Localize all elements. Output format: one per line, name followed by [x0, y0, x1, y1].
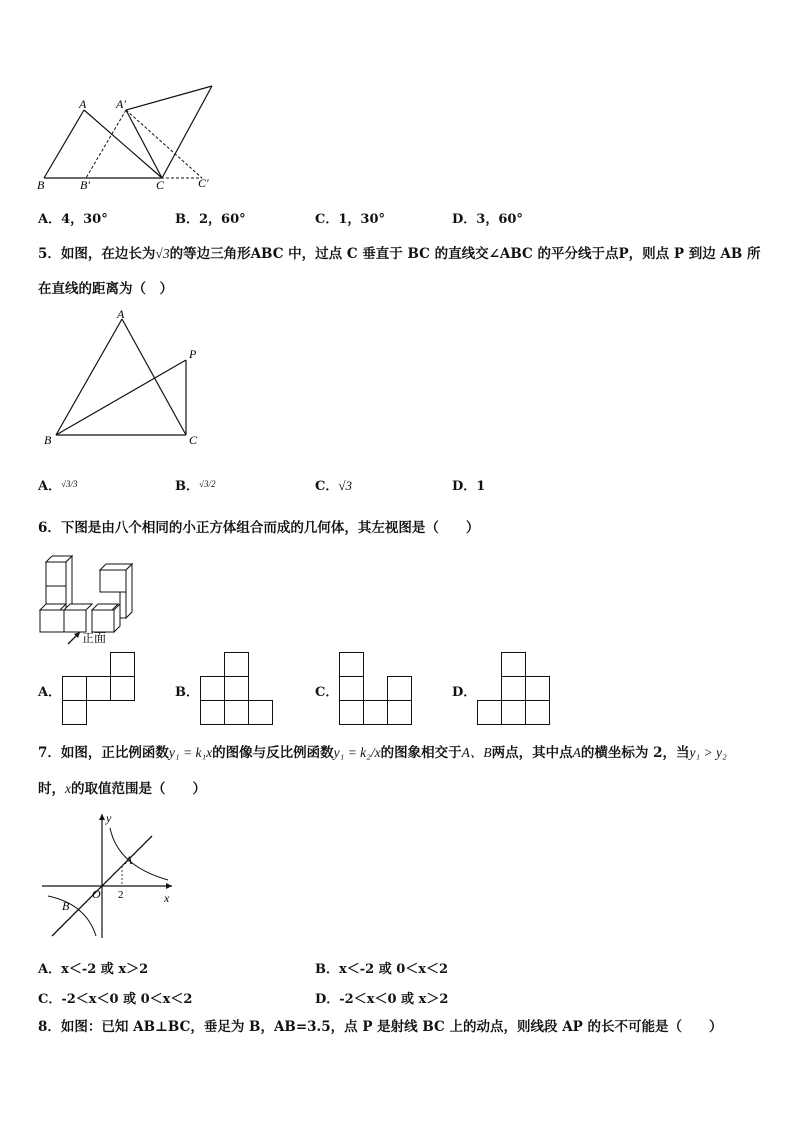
q7-line2-b: 的取值范围是（ ）	[71, 781, 206, 797]
q5-label-A: A	[117, 307, 125, 321]
q5-option-b-value: √3/2	[199, 479, 216, 489]
q7-graph	[38, 808, 188, 940]
q5-text-after: 的等边三角形ABC 中，过点 C 垂直于 BC 的直线交∠ABC 的平分线于点P，则点 P 到边 AB 所	[169, 246, 761, 262]
q4-label-Bp: B′	[80, 178, 90, 192]
q7-text-a: 7．如图，正比例函数	[38, 745, 169, 761]
q8-stem: 8．如图：已知 AB⊥BC，垂足为 B，AB=3.5，点 P 是射线 BC 上的动点，则线段 AP 的长不可能是（ ）	[38, 1019, 723, 1035]
q7-text-b: 的图像与反比例函数	[212, 745, 334, 761]
q7-ptA: A	[572, 745, 581, 760]
q5-label-B: B	[44, 433, 52, 447]
q5-option-a-label: A．	[38, 479, 62, 494]
q7-text-e: 的横坐标为 2，当	[580, 745, 690, 761]
q5-option-b[interactable]	[175, 475, 215, 494]
q5-label-C: C	[189, 433, 198, 447]
q7-line2-a: 时，	[38, 781, 65, 797]
q7-label-2: 2	[118, 889, 124, 901]
q4-label-Cp: C′	[198, 176, 209, 190]
q6-option-d-view[interactable]	[477, 652, 553, 726]
q5-option-c[interactable]	[315, 475, 352, 494]
q4-label-B: B	[37, 178, 45, 192]
q4-label-A: A	[79, 97, 87, 111]
q4-option-c[interactable]: C．1，30°	[315, 212, 385, 227]
q5-option-a-value: √3/3	[61, 479, 78, 489]
q6-front-label: 正面	[82, 631, 107, 645]
q7-label-O: O	[92, 887, 101, 901]
q4-label-Ap: A′	[116, 97, 126, 111]
q7-option-d[interactable]: D．-2＜x＜0 或 x＞2	[315, 992, 449, 1007]
q7-stem-line1	[38, 743, 727, 763]
q6-stem: 6．下图是由八个相同的小正方体组合而成的几何体，其左视图是（ ）	[38, 520, 480, 536]
q7-label-A: A	[125, 853, 133, 867]
q6-option-c-label[interactable]: C．	[315, 685, 339, 700]
q7-xvar: x	[65, 781, 71, 796]
q4-label-C: C	[156, 178, 165, 192]
q5-stem-line1	[38, 244, 768, 264]
q6-option-c-view[interactable]	[339, 652, 415, 726]
q7-text-c: 的图象相交于	[380, 745, 462, 761]
q5-label-P: P	[189, 347, 197, 361]
q7-option-b[interactable]: B．x＜-2 或 0＜x＜2	[315, 962, 449, 977]
q7-label-B: B	[62, 899, 70, 913]
q6-option-d-label[interactable]: D．	[452, 685, 477, 700]
q5-option-d[interactable]: D．1	[452, 479, 486, 494]
q6-option-b-view[interactable]	[200, 652, 276, 726]
q4-option-d[interactable]: D．3，60°	[452, 212, 523, 227]
q5-figure	[38, 305, 208, 450]
q7-text-d: 两点，其中点	[491, 745, 573, 761]
q7-option-c[interactable]: C．-2＜x＜0 或 0＜x＜2	[38, 992, 193, 1007]
q4-option-b[interactable]: B．2，60°	[175, 212, 246, 227]
q5-text-before: 5．如图，在边长为	[38, 246, 156, 262]
q7-stem-line2	[38, 779, 206, 799]
q5-sqrt3: √3	[155, 246, 170, 261]
q6-option-a-label[interactable]: A．	[38, 685, 62, 700]
q7-f1: y₁ = k₁x	[168, 745, 213, 760]
q7-f2: y₁ = k₂/x	[333, 745, 381, 760]
q7-pts: A、B	[461, 745, 492, 760]
q7-label-x: x	[164, 891, 170, 905]
q4-option-a[interactable]: A．4，30°	[38, 212, 108, 227]
q5-option-c-label: C．	[315, 479, 339, 494]
q6-option-a-view[interactable]	[62, 652, 138, 726]
q7-cond: y₁ > y₂	[689, 745, 727, 760]
q7-option-a[interactable]: A．x＜-2 或 x＞2	[38, 962, 149, 977]
q5-stem-line2: 在直线的距离为（ ）	[38, 281, 173, 297]
q5-option-b-label: B．	[175, 479, 199, 494]
q4-figure	[30, 80, 230, 195]
q5-option-a[interactable]	[38, 475, 78, 494]
q6-option-b-label[interactable]: B．	[175, 685, 199, 700]
q7-label-y: y	[106, 811, 112, 825]
q5-option-c-value: √3	[338, 478, 352, 493]
q6-solid-figure	[36, 548, 146, 648]
